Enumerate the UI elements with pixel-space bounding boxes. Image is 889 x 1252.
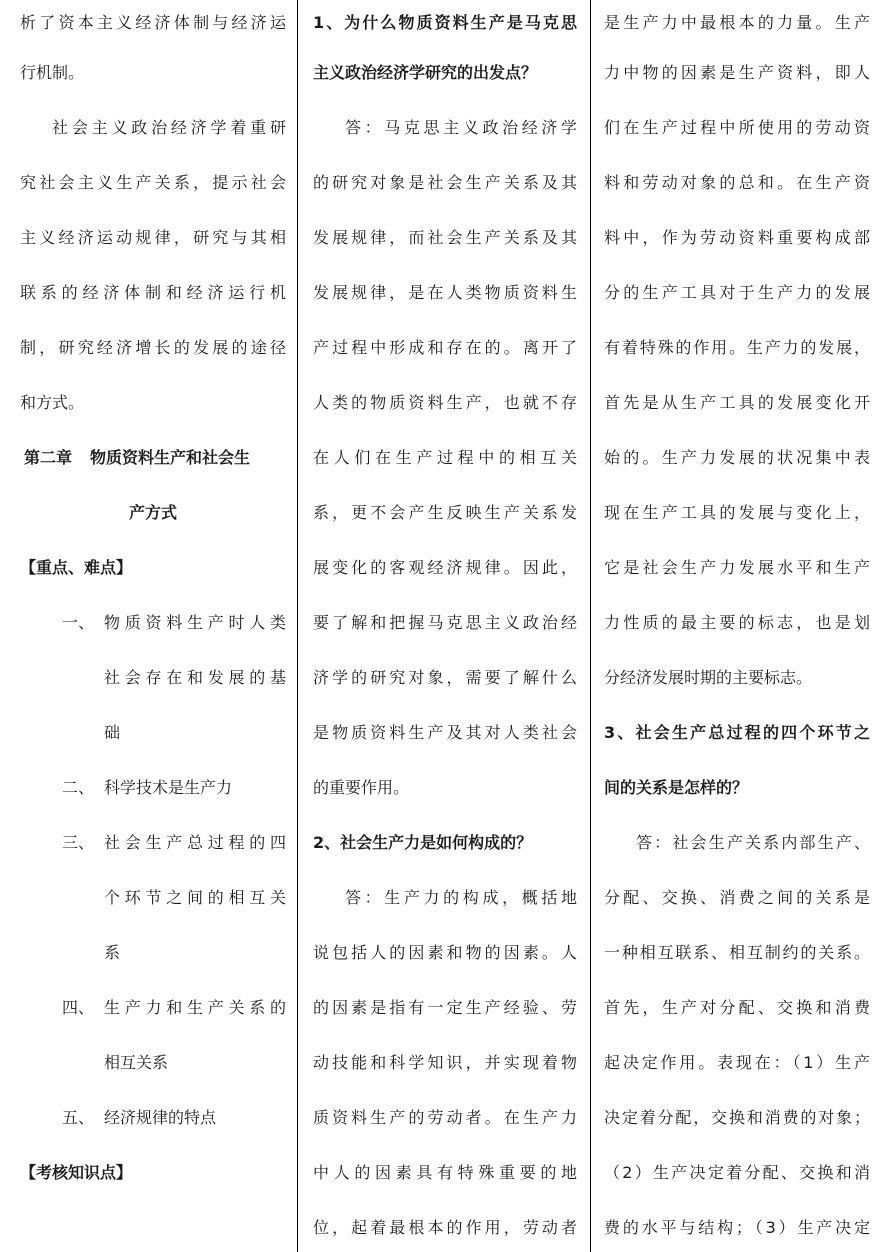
answer-line: 始的。生产力发展的状况集中表 <box>604 448 870 467</box>
answer-line: 中人的因素具有特殊重要的地 <box>313 1163 577 1182</box>
text-line: 析了资本主义经济体制与经济运 <box>20 13 286 32</box>
column-2 <box>313 0 577 1252</box>
key-points-heading: 【重点、难点】 <box>20 558 133 577</box>
answer-line: 的研究对象是社会生产关系及其 <box>313 173 577 192</box>
list-text: 经济规律的特点 <box>104 1108 217 1127</box>
column-1 <box>20 0 286 1252</box>
answer-line: 一种相互联系、相互制约的关系。 <box>604 943 870 962</box>
answer-line: 分经济发展时期的主要标志。 <box>604 668 813 687</box>
paragraph-line: 制，研究经济增长的发展的途径 <box>20 338 286 357</box>
answer-line: 质资料生产的劳动者。在生产力 <box>313 1108 577 1127</box>
paragraph-line: 和方式。 <box>20 393 85 412</box>
paragraph-line: 社会主义政治经济学着重研 <box>52 118 286 137</box>
answer-line: 发展规律，是在人类物质资料生 <box>313 283 577 302</box>
answer-line: （2）生产决定着分配、交换和消 <box>604 1163 870 1182</box>
question-heading: 间的关系是怎样的？ <box>604 778 749 797</box>
column-divider-right <box>590 0 591 1252</box>
list-item-cont <box>20 870 286 925</box>
list-item <box>20 980 286 1035</box>
answer-line: 济学的研究对象，需要了解什么 <box>313 668 577 687</box>
answer-line: 分配、交换、消费之间的关系是 <box>604 888 870 907</box>
answer-line: 答：社会生产关系内部生产、 <box>636 833 870 852</box>
answer-line: 的重要作用。 <box>313 778 410 797</box>
list-text: 系 <box>104 943 121 962</box>
column-3 <box>604 0 870 1252</box>
answer-line: 料和劳动对象的总和。在生产资 <box>604 173 870 192</box>
answer-line: 位，起着最根本的作用，劳动者 <box>313 1218 577 1237</box>
answer-line: 们在生产过程中所使用的劳动资 <box>604 118 870 137</box>
paragraph-line: 究社会主义生产关系，提示社会 <box>20 173 286 192</box>
list-item <box>20 1090 286 1145</box>
answer-line: 现在生产工具的发展与变化上， <box>604 503 870 522</box>
answer-line: 力性质的最主要的标志，也是划 <box>604 613 870 632</box>
answer-line: 是物质资料生产及其对人类社会 <box>313 723 577 742</box>
answer-line: 答：生产力的构成，概括地 <box>345 888 577 907</box>
answer-line: 的因素是指有一定生产经验、劳 <box>313 998 577 1017</box>
answer-line: 要了解和把握马克思主义政治经 <box>313 613 577 632</box>
answer-line: 决定着分配，交换和消费的对象； <box>604 1108 870 1127</box>
question-heading: 1、为什么物质资料生产是马克思 <box>313 13 577 32</box>
exam-heading: 【考核知识点】 <box>20 1163 133 1182</box>
answer-line: 在人们在生产过程中的相互关 <box>313 448 577 467</box>
column-divider-left <box>297 0 298 1252</box>
paragraph-line: 主义经济运动规律，研究与其相 <box>20 228 286 247</box>
chapter-heading <box>20 430 286 485</box>
list-item <box>20 595 286 650</box>
answer-line: 是生产力中最根本的力量。生产 <box>604 13 870 32</box>
list-number: 五、 <box>62 1108 95 1127</box>
list-text: 社会存在和发展的基 <box>104 668 286 687</box>
list-number: 三、 <box>62 833 95 852</box>
answer-line: 力中物的因素是生产资料，即人 <box>604 63 870 82</box>
list-text: 社会生产总过程的四 <box>104 833 286 852</box>
chapter-title: 物质资料生产和社会生 <box>90 448 251 467</box>
answer-line: 起决定作用。表现在：（1）生产 <box>604 1053 870 1072</box>
list-text: 相互关系 <box>104 1053 169 1072</box>
list-number: 一、 <box>62 613 95 632</box>
answer-line: 费的水平与结构；（3）生产决定 <box>604 1218 870 1237</box>
answer-line: 有着特殊的作用。生产力的发展， <box>604 338 870 357</box>
list-text: 础 <box>104 723 121 742</box>
list-item <box>20 760 286 815</box>
answer-line: 答：马克思主义政治经济学 <box>345 118 577 137</box>
answer-line: 料中，作为劳动资料重要构成部 <box>604 228 870 247</box>
answer-line: 发展规律，而社会生产关系及其 <box>313 228 577 247</box>
text-line: 行机制。 <box>20 63 85 82</box>
answer-line: 系，更不会产生反映生产关系发 <box>313 503 577 522</box>
answer-line: 产过程中形成和存在的。离开了 <box>313 338 577 357</box>
chapter-label: 第二章 <box>24 448 73 467</box>
list-number: 四、 <box>62 998 95 1017</box>
list-item-cont <box>20 650 286 705</box>
list-text: 生产力和生产关系的 <box>104 998 286 1017</box>
answer-line: 展变化的客观经济规律。因此， <box>313 558 577 577</box>
question-heading: 主义政治经济学研究的出发点？ <box>313 63 538 82</box>
answer-line: 人类的物质资料生产，也就不存 <box>313 393 577 412</box>
list-text: 科学技术是生产力 <box>104 778 233 797</box>
chapter-title-cont: 产方式 <box>128 503 177 522</box>
answer-line: 首先，生产对分配、交换和消费 <box>604 998 870 1017</box>
list-text: 个环节之间的相互关 <box>104 888 286 907</box>
answer-line: 它是社会生产力发展水平和生产 <box>604 558 870 577</box>
answer-line: 动技能和科学知识，并实现着物 <box>313 1053 577 1072</box>
answer-line: 首先是从生产工具的发展变化开 <box>604 393 870 412</box>
answer-line: 分的生产工具对于生产力的发展 <box>604 283 870 302</box>
list-number: 二、 <box>62 778 95 797</box>
list-text: 物质资料生产时人类 <box>104 613 286 632</box>
paragraph-line: 联系的经济体制和经济运行机 <box>20 283 286 302</box>
list-item <box>20 815 286 870</box>
question-heading: 3、社会生产总过程的四个环节之 <box>604 723 870 742</box>
answer-line: 说包括人的因素和物的因素。人 <box>313 943 577 962</box>
question-heading: 2、社会生产力是如何构成的？ <box>313 833 533 852</box>
